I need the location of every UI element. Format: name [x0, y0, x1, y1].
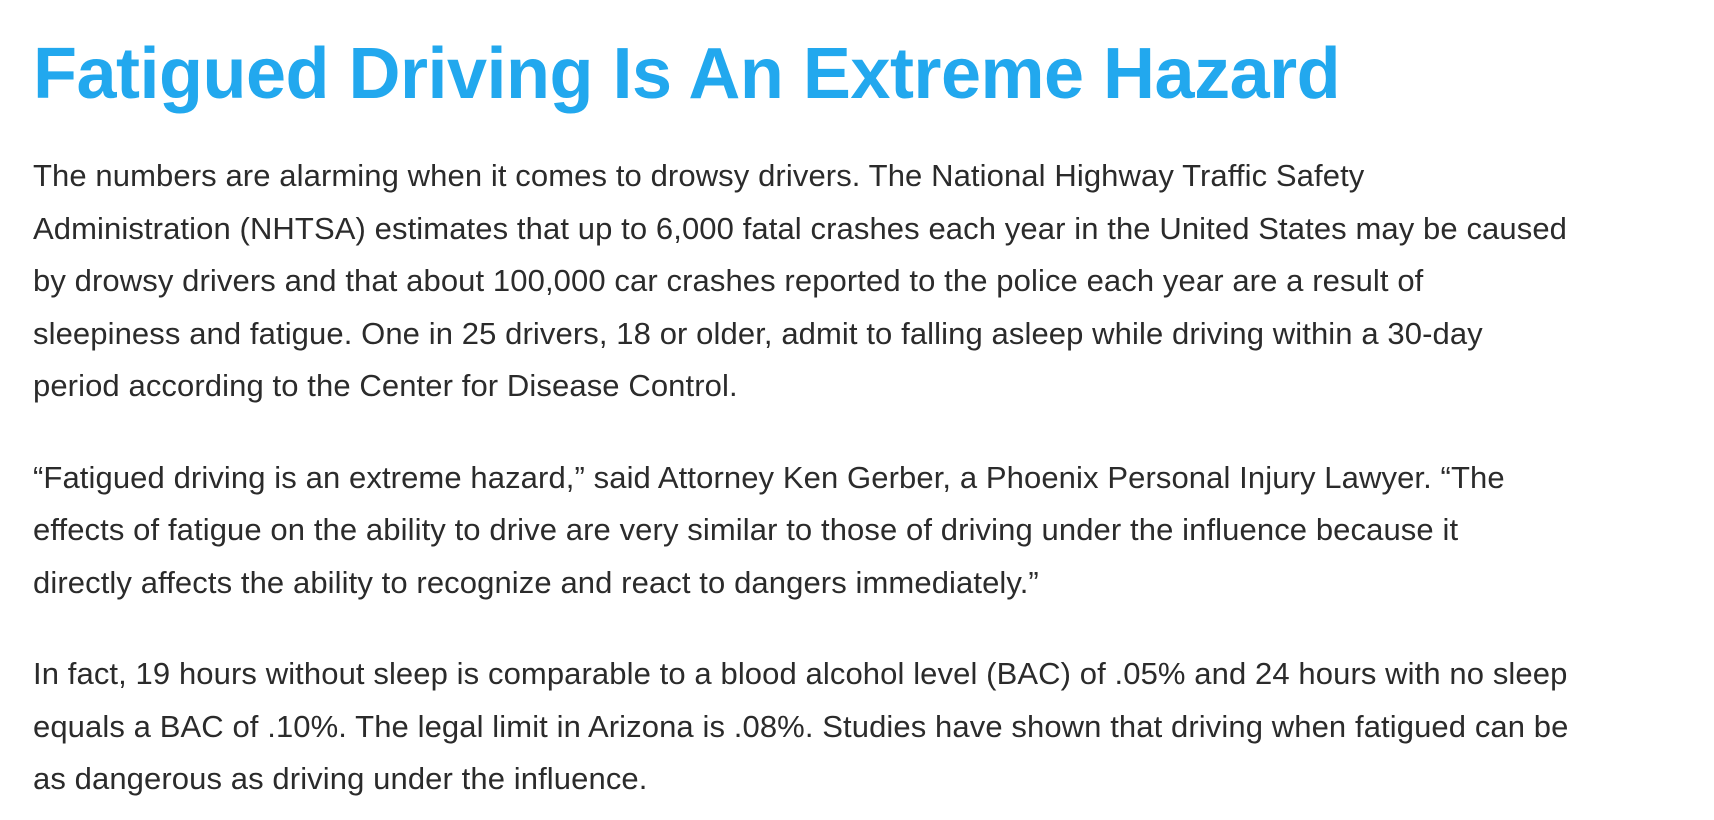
paragraph-line: “Fatigued driving is an extreme hazard,” said Attorney Ken Gerber, a Phoenix Personal Injury Lawyer. “The — [33, 459, 1505, 495]
paragraph-line: In fact, 19 hours without sleep is comparable to a blood alcohol level (BAC) of .05% and 24 hours with no sleep — [33, 656, 1568, 691]
paragraph-line: Administration (NHTSA) estimates that up to 6,000 fatal crashes each year in the United States may be caused — [33, 210, 1568, 246]
paragraph-line: The numbers are alarming when it comes to drowsy drivers. The National Highway Traffic Safety — [33, 158, 1365, 193]
paragraph-line: sleepiness and fatigue. One in 25 drivers, 18 or older, admit to falling asleep while driving within a 30-day — [33, 315, 1483, 351]
paragraph-line: by drowsy drivers and that about 100,000 car crashes reported to the police each year are a result of — [33, 263, 1424, 298]
paragraph-nhtsa-statistics — [33, 150, 1681, 413]
paragraph-bac-comparison — [33, 648, 1681, 806]
paragraph-attorney-quote — [33, 452, 1681, 610]
paragraph-line: directly affects the ability to recognize and react to dangers immediately.” — [33, 564, 1039, 600]
article-title: Fatigued Driving Is An Extreme Hazard — [33, 34, 1341, 114]
paragraph-line: as dangerous as driving under the influence. — [33, 761, 648, 796]
paragraph-line: equals a BAC of .10%. The legal limit in Arizona is .08%. Studies have shown that driving when fatigued can be — [33, 708, 1569, 744]
paragraph-line: period according to the Center for Disease Control. — [33, 368, 738, 403]
paragraph-line: effects of fatigue on the ability to drive are very similar to those of driving under the influence because it — [33, 512, 1459, 547]
